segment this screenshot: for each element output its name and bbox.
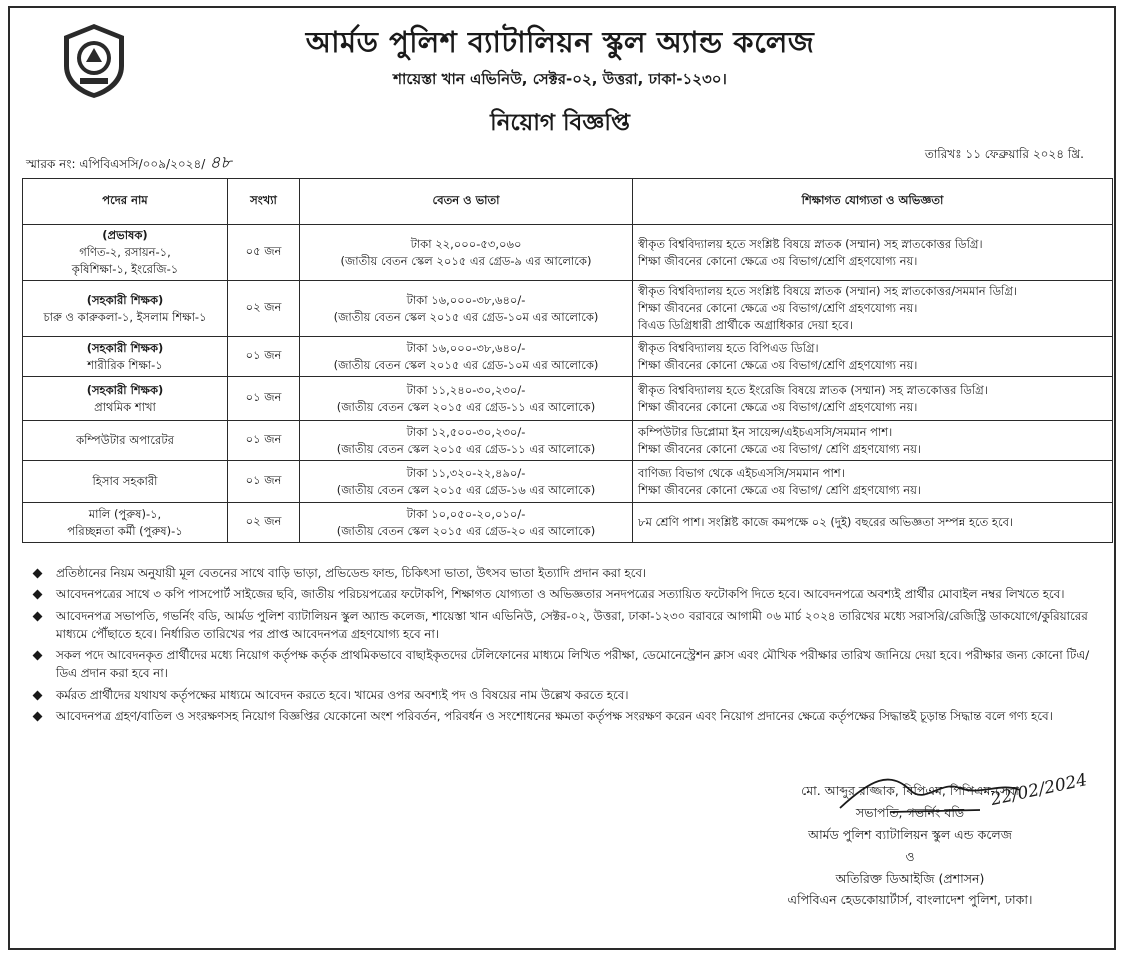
header-post: পদের নাম xyxy=(23,179,228,225)
signatory-role-1: সভাপতি, গভর্নিং বডি xyxy=(855,804,965,820)
list-item: আবেদনপত্র সভাপতি, গভর্নিং বডি, আর্মড পুলিশ ব্যাটালিয়ন স্কুল অ্যান্ড কলেজ, শায়েস্তা খান এভিনিউ, সেক্টর-০২, উত্তরা, ঢাকা-১২৩০ বরাবরে আগামী ০৬ মার্চ ২০২৪ তারিখের মধ্যে সরাসরি/রেজিস্ট্রি ডাকযোগে/কুরিয়ারের মাধ্যমে পৌঁছাতে হবে। নির্ধারিত তারিখের পর প্রাপ্ত আবেদনপত্র গ্রহণযোগ্য হবে না। xyxy=(30,607,1100,644)
list-item: সকল পদে আবেদনকৃত প্রার্থীদের মধ্যে নিয়োগ কর্তৃপক্ষ কর্তৃক প্রাথমিকভাবে বাছাইকৃতদের টেলিফোনের মাধ্যমে লিখিত পরীক্ষা, ডেমোনেস্ট্রেশন ক্লাস এবং মৌখিক পরীক্ষার তারিখ জানিয়ে দেয়া হবে। পরীক্ষার জন্য কোনো টিএ/ডিএ প্রদান করা হবে না। xyxy=(30,646,1100,683)
memo-label: স্মারক নং: এপিবিএসসি/০০৯/২০২৪/ xyxy=(26,157,206,171)
salary-range: টাকা ১০,০৫০-২০,০১০/- xyxy=(406,506,526,521)
salary-cell xyxy=(300,421,633,461)
qualification-cell xyxy=(633,281,1113,337)
qualification-cell xyxy=(633,461,1113,503)
post-detail: শারীরিক শিক্ষা-১ xyxy=(87,357,163,372)
school-address: শায়েস্তা খান এভিনিউ, সেক্টর-০২, উত্তরা, ঢাকা-১২৩০। xyxy=(393,70,727,88)
signature-block xyxy=(700,780,1120,911)
signatory-role-4: এপিবিএন হেডকোয়ার্টার্স, বাংলাদেশ পুলিশ, ঢাকা। xyxy=(787,892,1033,908)
table-row xyxy=(23,225,1113,281)
salary-range: টাকা ১৬,০০০-৩৮,৬৪০/- xyxy=(406,340,526,355)
post-detail-2: কৃষিশিক্ষা-১, ইংরেজি-১ xyxy=(71,261,179,276)
table-row xyxy=(23,503,1113,543)
post-detail: হিসাব সহকারী xyxy=(92,474,158,489)
salary-range: টাকা ১২,৫০০-৩০,২৩০/- xyxy=(406,424,526,439)
list-item: আবেদনপত্র গ্রহণ/বাতিল ও সংরক্ষণসহ নিয়োগ বিজ্ঞপ্তির যেকোনো অংশ পরিবর্তন, পরিবর্ধন ও সংশোধনের ক্ষমতা কর্তৃপক্ষ সংরক্ষণ করেন এবং নিয়োগ প্রদানের ক্ষেত্রে কর্তৃপক্ষের সিদ্ধান্তই চূড়ান্ত সিদ্ধান্ত বলে গণ্য হবে। xyxy=(30,707,1100,725)
list-item: আবেদনপত্রের সাথে ৩ কপি পাসপোর্ট সাইজের ছবি, জাতীয় পরিচয়পত্রের ফটোকপি, শিক্ষাগত যোগ্যতা ও অভিজ্ঞতার সনদপত্রের সত্যায়িত ফটোকপি দিতে হবে। আবেদনপত্রে অবশ্যই প্রার্থীর মোবাইল নম্বর লিখতে হবে। xyxy=(30,585,1100,603)
post-detail: কম্পিউটার অপারেটর xyxy=(76,433,174,448)
signatory-role-3: অতিরিক্ত ডিআইজি (প্রশাসন) xyxy=(835,870,985,886)
qualification-line-3: বিএড ডিগ্রিধারী প্রার্থীকে অগ্রাধিকার দেয়া হবে। xyxy=(638,317,853,332)
count-cell: ০১ জন xyxy=(228,337,300,377)
salary-grade: (জাতীয় বেতন স্কেল ২০১৫ এর গ্রেড-১০ম এর আলোকে) xyxy=(333,309,599,324)
post-detail: চারু ও কারুকলা-১, ইসলাম শিক্ষা-১ xyxy=(43,309,207,324)
qualification-line-1: কম্পিউটার ডিপ্লোমা ইন সায়েন্স/এইচএসসি/সমমান পাশ। xyxy=(638,424,893,439)
qualification-line-1: স্বীকৃত বিশ্ববিদ্যালয় হতে সংশ্লিষ্ট বিষয়ে স্নাতক (সম্মান) সহ স্নাতকোত্তর/সমমান ডিগ্রি। xyxy=(638,284,1018,299)
count-cell: ০৫ জন xyxy=(228,225,300,281)
qualification-line-2: শিক্ষা জীবনের কোনো ক্ষেত্রে ৩য় বিভাগ/শ্রেণি গ্রহণযোগ্য নয়। xyxy=(638,253,918,268)
post-title: (প্রভাষক) xyxy=(102,228,148,243)
qualification-line-2: শিক্ষা জীবনের কোনো ক্ষেত্রে ৩য় বিভাগ/ শ্রেণি গ্রহণযোগ্য নয়। xyxy=(638,441,922,456)
salary-range: টাকা ১১,২৪০-৩০,২৩০/- xyxy=(406,382,526,397)
salary-grade: (জাতীয় বেতন স্কেল ২০১৫ এর গ্রেড-৯ এর আলোকে) xyxy=(340,253,592,268)
list-item: কর্মরত প্রার্থীদের যথাযথ কর্তৃপক্ষের মাধ্যমে আবেদন করতে হবে। খামের ওপর অবশ্যই পদ ও বিষয়ের নাম উল্লেখ করতে হবে। xyxy=(30,686,1100,704)
header-qualification: শিক্ষাগত যোগ্যতা ও অভিজ্ঞতা xyxy=(633,179,1113,225)
post-cell xyxy=(23,281,228,337)
salary-grade: (জাতীয় বেতন স্কেল ২০১৫ এর গ্রেড-১১ এর আলোকে) xyxy=(336,399,596,414)
qualification-cell xyxy=(633,421,1113,461)
qualification-cell xyxy=(633,377,1113,421)
salary-cell xyxy=(300,281,633,337)
post-cell xyxy=(23,377,228,421)
memo-number xyxy=(26,150,231,178)
salary-cell xyxy=(300,225,633,281)
count-cell: ০২ জন xyxy=(228,281,300,337)
signatory-role-2: আর্মড পুলিশ ব্যাটালিয়ন স্কুল এন্ড কলেজ xyxy=(808,826,1012,842)
post-detail: মালি (পুরুষ)-১, xyxy=(88,506,162,521)
qualification-line-1: ৮ম শ্রেণি পাশ। সংশ্লিষ্ট কাজে কমপক্ষে ০২ (দুই) বছরের অভিজ্ঞতা সম্পন্ন হতে হবে। xyxy=(638,515,1014,530)
salary-cell xyxy=(300,503,633,543)
count-cell: ০১ জন xyxy=(228,421,300,461)
qualification-cell xyxy=(633,225,1113,281)
qualification-line-1: স্বীকৃত বিশ্ববিদ্যালয় হতে সংশ্লিষ্ট বিষয়ে স্নাতক (সম্মান) সহ স্নাতকোত্তর ডিগ্রি। xyxy=(638,236,983,251)
qualification-line-2: শিক্ষা জীবনের কোনো ক্ষেত্রে ৩য় বিভাগ/শ্রেণি গ্রহণযোগ্য নয়। xyxy=(638,301,918,316)
handwritten-date: 22/02/2024 xyxy=(988,770,1089,810)
vacancy-table xyxy=(22,178,1113,543)
memo-handwritten-number: ৪৮ xyxy=(209,153,232,173)
post-detail: গণিত-২, রসায়ন-১, xyxy=(79,245,171,260)
header-count: সংখ্যা xyxy=(228,179,300,225)
qualification-line-2: শিক্ষা জীবনের কোনো ক্ষেত্রে ৩য় বিভাগ/ শ্রেণি গ্রহণযোগ্য নয়। xyxy=(638,482,922,497)
school-name: আর্মড পুলিশ ব্যাটালিয়ন স্কুল অ্যান্ড কলেজ xyxy=(305,25,815,59)
table-header-row xyxy=(23,179,1113,225)
post-cell xyxy=(23,503,228,543)
salary-grade: (জাতীয় বেতন স্কেল ২০১৫ এর গ্রেড-২০ এর আলোকে) xyxy=(336,523,596,538)
signatory-name: মো. আব্দুর রাজ্জাক, বিপিএম, পিপিএম-সেবা xyxy=(801,783,1019,798)
salary-range: টাকা ১৬,০০০-৩৮,৬৪০/- xyxy=(406,292,526,307)
school-logo-icon xyxy=(58,22,130,100)
qualification-line-1: স্বীকৃত বিশ্ববিদ্যালয় হতে বিপিএড ডিগ্রি। xyxy=(638,340,819,355)
table-row xyxy=(23,377,1113,421)
notice-title: নিয়োগ বিজ্ঞপ্তি xyxy=(490,110,630,136)
table-row xyxy=(23,461,1113,503)
salary-range: টাকা ২২,০০০-৫৩,০৬০ xyxy=(410,236,522,251)
salary-grade: (জাতীয় বেতন স্কেল ২০১৫ এর গ্রেড-১৬ এর আলোকে) xyxy=(336,482,596,497)
qualification-line-1: বাণিজ্য বিভাগ থেকে এইচএসসি/সমমান পাশ। xyxy=(638,465,845,480)
post-title: (সহকারী শিক্ষক) xyxy=(86,292,164,307)
salary-cell xyxy=(300,377,633,421)
count-cell: ০১ জন xyxy=(228,377,300,421)
table-row xyxy=(23,281,1113,337)
notice-date: তারিখঃ ১১ ফেব্রুয়ারি ২০২৪ খ্রি. xyxy=(924,147,1084,161)
post-detail-2: পরিচ্ছন্নতা কর্মী (পুরুষ)-১ xyxy=(67,523,183,538)
qualification-cell xyxy=(633,503,1113,543)
signatory-conjunction: ও xyxy=(905,848,915,864)
post-cell xyxy=(23,337,228,377)
table-row xyxy=(23,337,1113,377)
salary-cell xyxy=(300,337,633,377)
post-cell xyxy=(23,421,228,461)
qualification-cell xyxy=(633,337,1113,377)
count-cell: ০২ জন xyxy=(228,503,300,543)
qualification-line-2: শিক্ষা জীবনের কোনো ক্ষেত্রে ৩য় বিভাগ/শ্রেণি গ্রহণযোগ্য নয়। xyxy=(638,399,918,414)
post-title: (সহকারী শিক্ষক) xyxy=(86,340,164,355)
salary-grade: (জাতীয় বেতন স্কেল ২০১৫ এর গ্রেড-১০ম এর আলোকে) xyxy=(333,357,599,372)
list-item: প্রতিষ্ঠানের নিয়ম অনুযায়ী মূল বেতনের সাথে বাড়ি ভাড়া, প্রভিডেন্ড ফান্ড, চিকিৎসা ভাতা, উৎসব ভাতা ইত্যাদি প্রদান করা হবে। xyxy=(30,564,1100,582)
qualification-line-2: শিক্ষা জীবনের কোনো ক্ষেত্রে ৩য় বিভাগ/শ্রেণি গ্রহণযোগ্য নয়। xyxy=(638,357,918,372)
post-cell xyxy=(23,461,228,503)
notes-list xyxy=(30,564,1100,728)
table-row xyxy=(23,421,1113,461)
post-title: (সহকারী শিক্ষক) xyxy=(86,382,164,397)
salary-range: টাকা ১১,৩২০-২২,৪৯০/- xyxy=(406,465,526,480)
qualification-line-1: স্বীকৃত বিশ্ববিদ্যালয় হতে ইংরেজি বিষয়ে স্নাতক (সম্মান) সহ স্নাতকোত্তর ডিগ্রি। xyxy=(638,382,988,397)
count-cell: ০১ জন xyxy=(228,461,300,503)
header-salary: বেতন ও ভাতা xyxy=(300,179,633,225)
post-cell xyxy=(23,225,228,281)
salary-cell xyxy=(300,461,633,503)
post-detail: প্রাথমিক শাখা xyxy=(94,399,156,414)
salary-grade: (জাতীয় বেতন স্কেল ২০১৫ এর গ্রেড-১১ এর আলোকে) xyxy=(336,441,596,456)
